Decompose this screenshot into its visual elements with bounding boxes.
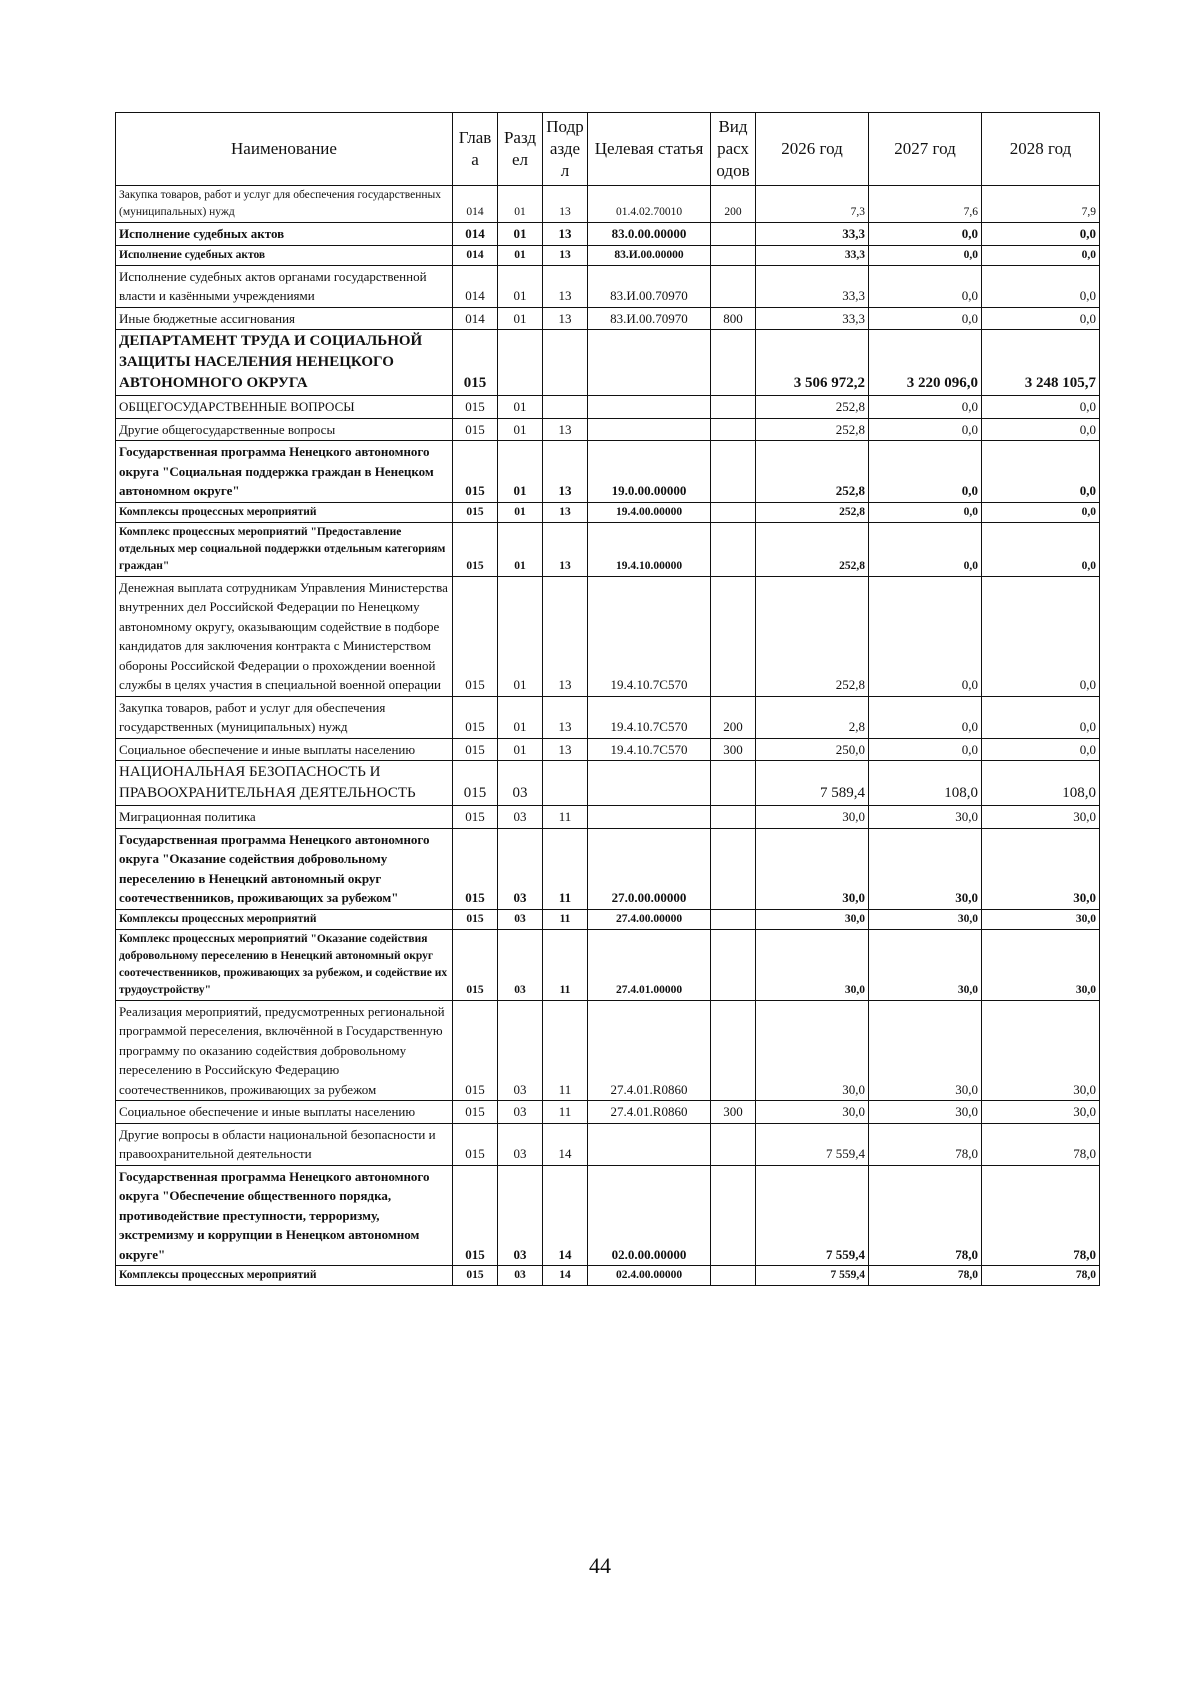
row-value-2028: 108,0 xyxy=(982,761,1100,806)
row-target-article xyxy=(588,1123,711,1165)
row-name: Реализация мероприятий, предусмотренных региональной программой переселения, включённой в Государственную программу по оказанию содействия добровольному переселению в Российскую Федерацию соотечественников, проживающих за рубежом xyxy=(116,1000,453,1101)
row-target-article: 83.И.00.70970 xyxy=(588,307,711,330)
row-expense-type xyxy=(711,1123,756,1165)
header-razdel: Разд ел xyxy=(498,113,543,186)
row-razdel: 01 xyxy=(498,396,543,419)
row-razdel: 01 xyxy=(498,245,543,265)
row-expense-type: 800 xyxy=(711,307,756,330)
row-value-2026: 7 559,4 xyxy=(756,1266,869,1286)
row-value-2028: 0,0 xyxy=(982,245,1100,265)
row-value-2028: 0,0 xyxy=(982,307,1100,330)
row-value-2028: 3 248 105,7 xyxy=(982,330,1100,396)
row-value-2028: 30,0 xyxy=(982,1101,1100,1124)
row-target-article: 02.4.00.00000 xyxy=(588,1266,711,1286)
row-value-2027: 78,0 xyxy=(869,1266,982,1286)
row-value-2027: 0,0 xyxy=(869,522,982,576)
row-expense-type xyxy=(711,330,756,396)
row-expense-type xyxy=(711,1266,756,1286)
header-year-2026: 2026 год xyxy=(756,113,869,186)
header-expense-type: Вид расх одов xyxy=(711,113,756,186)
row-target-article: 02.0.00.00000 xyxy=(588,1165,711,1266)
row-value-2028: 30,0 xyxy=(982,909,1100,929)
row-value-2027: 30,0 xyxy=(869,828,982,909)
row-value-2026: 30,0 xyxy=(756,1000,869,1101)
row-value-2026: 252,8 xyxy=(756,522,869,576)
row-podrazdel: 13 xyxy=(543,245,588,265)
row-podrazdel: 13 xyxy=(543,265,588,307)
row-value-2028: 0,0 xyxy=(982,502,1100,522)
row-expense-type xyxy=(711,806,756,829)
row-razdel: 01 xyxy=(498,265,543,307)
row-value-2027: 30,0 xyxy=(869,806,982,829)
header-podrazdel: Подр азде л xyxy=(543,113,588,186)
row-podrazdel: 11 xyxy=(543,806,588,829)
row-razdel: 01 xyxy=(498,441,543,503)
row-expense-type xyxy=(711,929,756,1000)
row-glava: 015 xyxy=(453,1165,498,1266)
row-target-article: 83.И.00.70970 xyxy=(588,265,711,307)
row-podrazdel: 11 xyxy=(543,1101,588,1124)
row-value-2027: 30,0 xyxy=(869,909,982,929)
row-expense-type xyxy=(711,522,756,576)
row-name: Комплексы процессных мероприятий xyxy=(116,502,453,522)
row-glava: 015 xyxy=(453,1000,498,1101)
row-value-2026: 30,0 xyxy=(756,909,869,929)
row-value-2028: 0,0 xyxy=(982,418,1100,441)
table-row xyxy=(116,245,1100,265)
row-value-2026: 30,0 xyxy=(756,929,869,1000)
table-row xyxy=(116,330,1100,396)
row-target-article: 19.0.00.00000 xyxy=(588,441,711,503)
row-expense-type xyxy=(711,418,756,441)
row-value-2026: 3 506 972,2 xyxy=(756,330,869,396)
row-expense-type xyxy=(711,502,756,522)
row-expense-type xyxy=(711,223,756,246)
row-glava: 014 xyxy=(453,186,498,223)
row-value-2028: 0,0 xyxy=(982,522,1100,576)
row-podrazdel: 13 xyxy=(543,418,588,441)
header-year-2027: 2027 год xyxy=(869,113,982,186)
row-name: Иные бюджетные ассигнования xyxy=(116,307,453,330)
row-expense-type: 200 xyxy=(711,696,756,738)
row-value-2028: 0,0 xyxy=(982,576,1100,696)
row-target-article: 27.4.01.R0860 xyxy=(588,1000,711,1101)
row-name: Комплексы процессных мероприятий xyxy=(116,909,453,929)
row-expense-type xyxy=(711,761,756,806)
row-glava: 015 xyxy=(453,418,498,441)
row-value-2027: 3 220 096,0 xyxy=(869,330,982,396)
row-target-article: 83.0.00.00000 xyxy=(588,223,711,246)
row-value-2027: 78,0 xyxy=(869,1165,982,1266)
row-value-2027: 78,0 xyxy=(869,1123,982,1165)
table-row xyxy=(116,186,1100,223)
row-name: Закупка товаров, работ и услуг для обеспечения государственных (муниципальных) нужд xyxy=(116,186,453,223)
row-name: ОБЩЕГОСУДАРСТВЕННЫЕ ВОПРОСЫ xyxy=(116,396,453,419)
row-glava: 015 xyxy=(453,522,498,576)
row-razdel: 03 xyxy=(498,828,543,909)
row-value-2028: 78,0 xyxy=(982,1123,1100,1165)
row-podrazdel: 13 xyxy=(543,441,588,503)
table-row xyxy=(116,576,1100,696)
row-value-2028: 30,0 xyxy=(982,1000,1100,1101)
row-razdel: 03 xyxy=(498,929,543,1000)
row-glava: 015 xyxy=(453,696,498,738)
table-row xyxy=(116,1165,1100,1266)
table-row xyxy=(116,396,1100,419)
row-podrazdel: 13 xyxy=(543,696,588,738)
row-value-2026: 250,0 xyxy=(756,738,869,761)
row-name: Закупка товаров, работ и услуг для обеспечения государственных (муниципальных) нужд xyxy=(116,696,453,738)
row-podrazdel xyxy=(543,761,588,806)
row-glava: 014 xyxy=(453,307,498,330)
row-razdel: 03 xyxy=(498,761,543,806)
table-body xyxy=(116,186,1100,1286)
row-glava: 015 xyxy=(453,330,498,396)
row-podrazdel: 14 xyxy=(543,1123,588,1165)
row-value-2027: 0,0 xyxy=(869,738,982,761)
row-name: Комплекс процессных мероприятий "Предоставление отдельных мер социальной поддержки отдельным категориям граждан" xyxy=(116,522,453,576)
row-value-2027: 0,0 xyxy=(869,576,982,696)
row-razdel: 01 xyxy=(498,186,543,223)
row-target-article: 19.4.00.00000 xyxy=(588,502,711,522)
row-razdel: 01 xyxy=(498,576,543,696)
row-name: Денежная выплата сотрудникам Управления Министерства внутренних дел Российской Федерации по Ненецкому автономному округу, оказывающим содействие в подборе кандидатов для заключения контракта с Министерством обороны Российской Федерации о прохождении военной службы в целях участия в специальной военной операции xyxy=(116,576,453,696)
row-name: Государственная программа Ненецкого автономного округа "Социальная поддержка граждан в Ненецком автономном округе" xyxy=(116,441,453,503)
row-glava: 015 xyxy=(453,1123,498,1165)
row-value-2028: 0,0 xyxy=(982,738,1100,761)
row-expense-type: 300 xyxy=(711,1101,756,1124)
row-name: Другие общегосударственные вопросы xyxy=(116,418,453,441)
row-glava: 015 xyxy=(453,738,498,761)
row-expense-type xyxy=(711,245,756,265)
row-podrazdel: 13 xyxy=(543,522,588,576)
row-razdel: 03 xyxy=(498,1101,543,1124)
row-glava: 015 xyxy=(453,1266,498,1286)
header-name: Наименование xyxy=(116,113,453,186)
row-podrazdel: 13 xyxy=(543,502,588,522)
row-value-2028: 78,0 xyxy=(982,1266,1100,1286)
row-target-article: 19.4.10.7С570 xyxy=(588,696,711,738)
row-razdel xyxy=(498,330,543,396)
table-row xyxy=(116,761,1100,806)
table-row xyxy=(116,738,1100,761)
row-target-article: 27.0.00.00000 xyxy=(588,828,711,909)
row-value-2026: 30,0 xyxy=(756,1101,869,1124)
row-value-2026: 252,8 xyxy=(756,396,869,419)
row-value-2028: 30,0 xyxy=(982,929,1100,1000)
row-value-2026: 7 559,4 xyxy=(756,1123,869,1165)
table-row xyxy=(116,441,1100,503)
table-row xyxy=(116,1000,1100,1101)
row-podrazdel: 14 xyxy=(543,1165,588,1266)
row-name: Комплекс процессных мероприятий "Оказание содействия добровольному переселению в Ненецкий автономный округ соотечественников, проживающих за рубежом, и содействие их трудоустройству" xyxy=(116,929,453,1000)
row-target-article: 27.4.01.R0860 xyxy=(588,1101,711,1124)
row-glava: 014 xyxy=(453,245,498,265)
row-podrazdel: 13 xyxy=(543,186,588,223)
row-expense-type xyxy=(711,1000,756,1101)
row-value-2026: 7 589,4 xyxy=(756,761,869,806)
row-razdel: 01 xyxy=(498,307,543,330)
row-name: Социальное обеспечение и иные выплаты населению xyxy=(116,1101,453,1124)
row-name: НАЦИОНАЛЬНАЯ БЕЗОПАСНОСТЬ И ПРАВООХРАНИТЕЛЬНАЯ ДЕЯТЕЛЬНОСТЬ xyxy=(116,761,453,806)
row-expense-type: 300 xyxy=(711,738,756,761)
row-razdel: 03 xyxy=(498,1123,543,1165)
row-glava: 015 xyxy=(453,828,498,909)
table-row xyxy=(116,909,1100,929)
row-value-2026: 33,3 xyxy=(756,245,869,265)
row-glava: 015 xyxy=(453,396,498,419)
row-podrazdel xyxy=(543,330,588,396)
table-row xyxy=(116,502,1100,522)
row-target-article: 01.4.02.70010 xyxy=(588,186,711,223)
header-glava: Глав а xyxy=(453,113,498,186)
row-value-2027: 0,0 xyxy=(869,265,982,307)
row-value-2026: 33,3 xyxy=(756,223,869,246)
row-value-2027: 0,0 xyxy=(869,245,982,265)
row-value-2026: 252,8 xyxy=(756,418,869,441)
table-row xyxy=(116,1266,1100,1286)
row-value-2027: 30,0 xyxy=(869,929,982,1000)
row-glava: 015 xyxy=(453,502,498,522)
budget-table xyxy=(115,112,1100,1286)
row-value-2027: 0,0 xyxy=(869,502,982,522)
row-expense-type xyxy=(711,909,756,929)
row-expense-type xyxy=(711,576,756,696)
row-podrazdel: 13 xyxy=(543,307,588,330)
row-target-article: 27.4.00.00000 xyxy=(588,909,711,929)
row-name: Исполнение судебных актов органами государственной власти и казёнными учреждениями xyxy=(116,265,453,307)
row-name: Социальное обеспечение и иные выплаты населению xyxy=(116,738,453,761)
row-target-article: 19.4.10.00000 xyxy=(588,522,711,576)
row-glava: 014 xyxy=(453,265,498,307)
row-podrazdel: 11 xyxy=(543,1000,588,1101)
row-value-2027: 0,0 xyxy=(869,441,982,503)
table-row xyxy=(116,418,1100,441)
row-glava: 015 xyxy=(453,576,498,696)
row-value-2028: 0,0 xyxy=(982,441,1100,503)
row-podrazdel xyxy=(543,396,588,419)
row-target-article xyxy=(588,330,711,396)
row-name: ДЕПАРТАМЕНТ ТРУДА И СОЦИАЛЬНОЙ ЗАЩИТЫ НАСЕЛЕНИЯ НЕНЕЦКОГО АВТОНОМНОГО ОКРУГА xyxy=(116,330,453,396)
row-glava: 014 xyxy=(453,223,498,246)
row-glava: 015 xyxy=(453,441,498,503)
table-row xyxy=(116,223,1100,246)
row-value-2026: 33,3 xyxy=(756,265,869,307)
row-razdel: 01 xyxy=(498,223,543,246)
table-row xyxy=(116,265,1100,307)
row-value-2027: 0,0 xyxy=(869,396,982,419)
row-name: Другие вопросы в области национальной безопасности и правоохранительной деятельности xyxy=(116,1123,453,1165)
row-podrazdel: 13 xyxy=(543,223,588,246)
row-target-article xyxy=(588,396,711,419)
table-header-row xyxy=(116,113,1100,186)
row-value-2028: 7,9 xyxy=(982,186,1100,223)
row-name: Государственная программа Ненецкого автономного округа "Оказание содействия добровольному переселению в Ненецкий автономный округ соотечественников, проживающих за рубежом" xyxy=(116,828,453,909)
row-value-2026: 7 559,4 xyxy=(756,1165,869,1266)
row-target-article xyxy=(588,418,711,441)
row-value-2027: 0,0 xyxy=(869,418,982,441)
row-value-2026: 33,3 xyxy=(756,307,869,330)
table-row xyxy=(116,1101,1100,1124)
row-glava: 015 xyxy=(453,806,498,829)
row-value-2026: 252,8 xyxy=(756,576,869,696)
row-razdel: 03 xyxy=(498,1000,543,1101)
row-value-2026: 7,3 xyxy=(756,186,869,223)
page-number: 44 xyxy=(589,1553,611,1578)
row-target-article xyxy=(588,761,711,806)
row-value-2028: 0,0 xyxy=(982,265,1100,307)
row-value-2028: 0,0 xyxy=(982,223,1100,246)
row-razdel: 03 xyxy=(498,1165,543,1266)
row-value-2028: 30,0 xyxy=(982,828,1100,909)
row-target-article: 19.4.10.7С570 xyxy=(588,576,711,696)
row-razdel: 03 xyxy=(498,1266,543,1286)
row-razdel: 01 xyxy=(498,522,543,576)
row-target-article: 19.4.10.7С570 xyxy=(588,738,711,761)
row-podrazdel: 11 xyxy=(543,828,588,909)
row-podrazdel: 13 xyxy=(543,738,588,761)
row-value-2028: 0,0 xyxy=(982,696,1100,738)
row-glava: 015 xyxy=(453,929,498,1000)
row-value-2027: 30,0 xyxy=(869,1101,982,1124)
row-target-article xyxy=(588,806,711,829)
row-value-2026: 252,8 xyxy=(756,502,869,522)
row-podrazdel: 11 xyxy=(543,909,588,929)
row-razdel: 01 xyxy=(498,418,543,441)
row-value-2027: 0,0 xyxy=(869,223,982,246)
table-row xyxy=(116,696,1100,738)
row-razdel: 03 xyxy=(498,909,543,929)
row-value-2026: 2,8 xyxy=(756,696,869,738)
table-row xyxy=(116,307,1100,330)
row-razdel: 01 xyxy=(498,738,543,761)
row-value-2028: 30,0 xyxy=(982,806,1100,829)
row-name: Государственная программа Ненецкого автономного округа "Обеспечение общественного порядка, противодействие преступности, терроризму, экстремизму и коррупции в Ненецком автономном округе" xyxy=(116,1165,453,1266)
row-glava: 015 xyxy=(453,909,498,929)
row-target-article: 27.4.01.00000 xyxy=(588,929,711,1000)
row-name: Комплексы процессных мероприятий xyxy=(116,1266,453,1286)
row-target-article: 83.И.00.00000 xyxy=(588,245,711,265)
row-name: Исполнение судебных актов xyxy=(116,223,453,246)
row-value-2028: 0,0 xyxy=(982,396,1100,419)
row-podrazdel: 14 xyxy=(543,1266,588,1286)
row-expense-type xyxy=(711,441,756,503)
row-value-2027: 30,0 xyxy=(869,1000,982,1101)
table-row xyxy=(116,929,1100,1000)
row-name: Исполнение судебных актов xyxy=(116,245,453,265)
row-expense-type xyxy=(711,396,756,419)
row-value-2027: 7,6 xyxy=(869,186,982,223)
row-expense-type xyxy=(711,828,756,909)
row-expense-type xyxy=(711,265,756,307)
header-target-article: Целевая статья xyxy=(588,113,711,186)
row-value-2026: 252,8 xyxy=(756,441,869,503)
row-podrazdel: 13 xyxy=(543,576,588,696)
row-razdel: 01 xyxy=(498,502,543,522)
table-row xyxy=(116,522,1100,576)
row-glava: 015 xyxy=(453,761,498,806)
row-value-2026: 30,0 xyxy=(756,828,869,909)
table-row xyxy=(116,828,1100,909)
row-expense-type xyxy=(711,1165,756,1266)
row-value-2028: 78,0 xyxy=(982,1165,1100,1266)
row-value-2027: 0,0 xyxy=(869,307,982,330)
header-year-2028: 2028 год xyxy=(982,113,1100,186)
row-value-2027: 108,0 xyxy=(869,761,982,806)
table-row xyxy=(116,1123,1100,1165)
row-razdel: 01 xyxy=(498,696,543,738)
row-value-2027: 0,0 xyxy=(869,696,982,738)
row-podrazdel: 11 xyxy=(543,929,588,1000)
row-value-2026: 30,0 xyxy=(756,806,869,829)
row-razdel: 03 xyxy=(498,806,543,829)
row-expense-type: 200 xyxy=(711,186,756,223)
row-name: Миграционная политика xyxy=(116,806,453,829)
row-glava: 015 xyxy=(453,1101,498,1124)
table-row xyxy=(116,806,1100,829)
